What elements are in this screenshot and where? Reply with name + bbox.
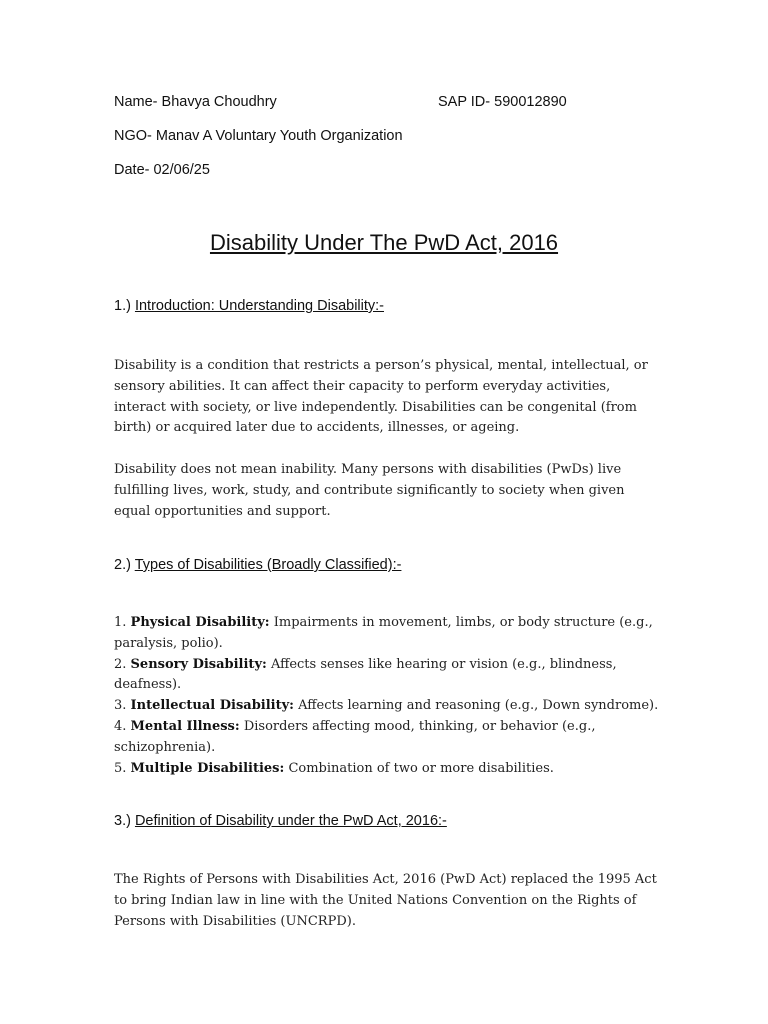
section-1-number: 1.) xyxy=(114,298,131,314)
list-term: Physical Disability: xyxy=(130,615,270,630)
section-1-title: Introduction: Understanding Disability:- xyxy=(134,298,384,314)
list-item: 3. Intellectual Disability: Affects learning and reasoning (e.g., Down syndrome). xyxy=(114,698,659,714)
paragraph-text: Disability is a condition that restricts a person’s physical, mental, intellectual, or sensory abilities. It can affect their capacity to perform everyday activities, interact with society, or live independently. Disabilities can be congenital (from birth) or acquired later due to accidents, illnesses, or ageing. xyxy=(114,358,648,436)
list-item: 4. Mental Illness: Disorders affecting mood, thinking, or behavior (e.g., schizophrenia). xyxy=(114,718,596,755)
list-desc: Combination of two or more disabilities. xyxy=(288,760,554,776)
document-date: Date- 02/06/25 xyxy=(114,162,210,178)
sap-id: SAP ID- 590012890 xyxy=(438,94,567,110)
list-term: Multiple Disabilities: xyxy=(130,760,285,776)
paragraph-text: Disability does not mean inability. Many persons with disabilities (PwDs) live fulfilling lives, work, study, and contribute significantly to society when given equal opportunities and support. xyxy=(114,462,625,519)
list-desc: Impairments in movement, limbs, or body structure (e.g., paralysis, polio). xyxy=(114,615,653,651)
section-1-paragraph-2 xyxy=(114,460,659,522)
section-2-number: 2.) xyxy=(114,557,131,573)
ngo-name: NGO- Manav A Voluntary Youth Organization xyxy=(114,128,403,144)
list-term: Mental Illness: xyxy=(130,718,240,734)
list-item: 2. Sensory Disability: Affects senses like hearing or vision (e.g., blindness, deafness). xyxy=(114,656,617,693)
document-title: Disability Under The PwD Act, 2016 xyxy=(209,230,559,255)
section-2-title: Types of Disabilities (Broadly Classified):- xyxy=(134,557,402,573)
section-3-number: 3.) xyxy=(114,813,131,829)
section-3-paragraph-1 xyxy=(114,870,659,932)
list-item: 1. Physical Disability: Impairments in movement, limbs, or body structure (e.g., paralysis, polio). xyxy=(114,615,653,651)
section-1-paragraph-1 xyxy=(114,356,659,439)
list-term: Intellectual Disability: xyxy=(130,698,294,714)
section-3-heading xyxy=(114,813,447,829)
list-term: Sensory Disability: xyxy=(130,656,267,672)
student-name: Name- Bhavya Choudhry xyxy=(114,94,277,110)
section-2-heading xyxy=(114,557,401,573)
types-list xyxy=(114,613,659,779)
paragraph-text: The Rights of Persons with Disabilities Act, 2016 (PwD Act) replaced the 1995 Act to bring Indian law in line with the United Nations Convention on the Rights of Persons with Disabilities (UNCRPD). xyxy=(114,872,657,929)
list-desc: Affects senses like hearing or vision (e.g., blindness, deafness). xyxy=(114,656,617,693)
section-1-heading xyxy=(114,298,384,314)
list-desc: Disorders affecting mood, thinking, or behavior (e.g., schizophrenia). xyxy=(114,718,596,755)
list-item: 5. Multiple Disabilities: Combination of two or more disabilities. xyxy=(114,760,554,776)
section-3-title: Definition of Disability under the PwD Act, 2016:- xyxy=(134,813,447,829)
list-desc: Affects learning and reasoning (e.g., Down syndrome). xyxy=(298,698,659,714)
